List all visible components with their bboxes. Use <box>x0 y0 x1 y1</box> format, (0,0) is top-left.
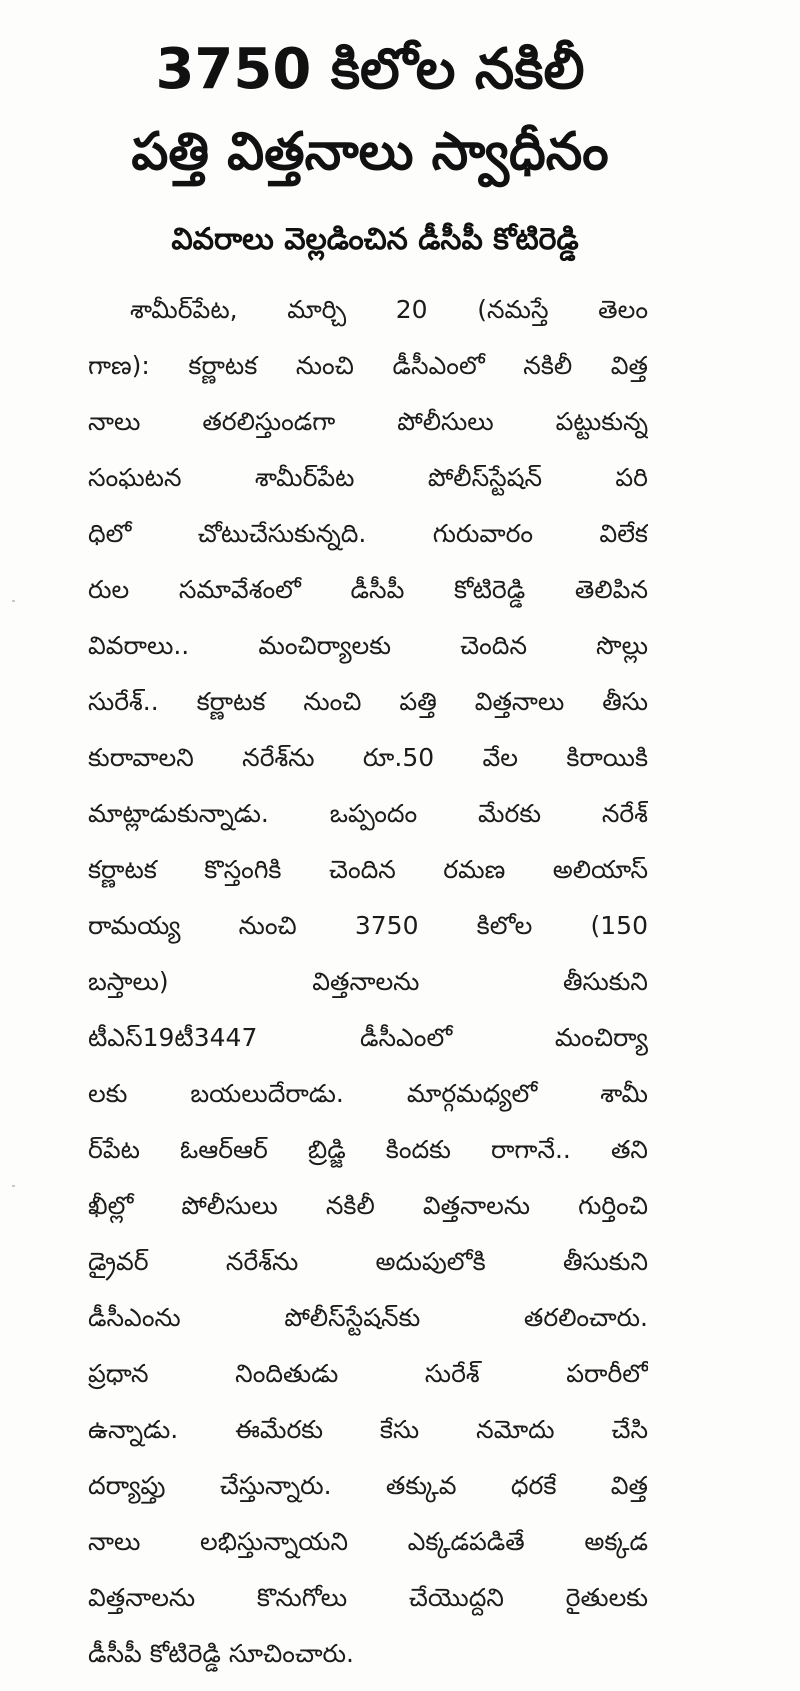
body-line: బస్తాలు) విత్తనాలను తీసుకుని <box>88 967 648 996</box>
body-line: ఉన్నాడు. ఈమేరకు కేసు నమోదు చేసి <box>88 1415 648 1444</box>
body-line: ర్‌పేట ఓఆర్‌ఆర్ బ్రిడ్జి కిందకు రాగానే.. తని <box>88 1135 648 1164</box>
body-line: శామీర్‌పేట, మార్చి 20 (నమస్తే తెలం <box>130 295 648 324</box>
body-line: సురేశ్.. కర్ణాటక నుంచి పత్తి విత్తనాలు తీసు <box>88 687 648 716</box>
body-line: నాలు తరలిస్తుండగా పోలీసులు పట్టుకున్న <box>88 407 648 436</box>
body-line: రామయ్య నుంచి 3750 కిలోల (150 <box>88 911 648 940</box>
body-line: గాణ): కర్ణాటక నుంచి డీసీఎంలో నకిలీ విత్త <box>88 351 648 380</box>
subheadline: వివరాలు వెల్లడించిన డీసీపీ కోటిరెడ్డి <box>171 222 579 257</box>
body-line: డీసీఎంను పోలీస్‌స్టేషన్‌కు తరలించారు. <box>88 1303 648 1332</box>
body-line: కురావాలని నరేశ్‌ను రూ.50 వేల కిరాయికి <box>88 743 648 772</box>
body-line: డీసీపీ కోటిరెడ్డి సూచించారు. <box>88 1639 354 1668</box>
body-line: నాలు లభిస్తున్నాయని ఎక్కడపడితే అక్కడ <box>88 1527 648 1556</box>
body-line: ధిలో చోటుచేసుకున్నది. గురువారం విలేక <box>88 519 648 548</box>
headline-line-2: పత్తి విత్తనాలు స్వాధీనం <box>131 122 609 182</box>
headline-line-1: 3750 కిలోల నకిలీ <box>155 37 585 102</box>
body-line: దర్యాప్తు చేస్తున్నారు. తక్కువ ధరకే విత్త <box>88 1471 648 1500</box>
body-line: డ్రైవర్ నరేశ్‌ను అదుపులోకి తీసుకుని <box>88 1247 648 1276</box>
body-line: మాట్లాడుకున్నాడు. ఒప్పందం మేరకు నరేశ్ <box>88 799 648 828</box>
body-line: సంఘటన శామీర్‌పేట పోలీస్‌స్టేషన్ పరి <box>88 463 648 492</box>
body-line: విత్తనాలను కొనుగోలు చేయొద్దని రైతులకు <box>88 1583 648 1612</box>
body-line: వివరాలు.. మంచిర్యాలకు చెందిన సొల్లు <box>88 631 648 660</box>
body-line: ఖీల్లో పోలీసులు నకిలీ విత్తనాలను గుర్తించి <box>88 1191 648 1220</box>
body-line: టీఎస్19టీ3447 డీసీఎంలో మంచిర్యా <box>88 1023 648 1052</box>
article-body <box>88 282 648 1682</box>
left-edge-speck <box>12 600 15 602</box>
body-line: కర్ణాటక కొస్తంగికి చెందిన రమణ అలియాస్ <box>88 855 648 884</box>
body-line: లకు బయలుదేరాడు. మార్గమధ్యలో శామీ <box>88 1079 648 1108</box>
body-line: ప్రధాన నిందితుడు సురేశ్ పరారీలో <box>88 1359 648 1388</box>
left-edge-speck <box>12 1185 15 1187</box>
body-line: రుల సమావేశంలో డీసీపీ కోటిరెడ్డి తెలిపిన <box>88 575 648 604</box>
